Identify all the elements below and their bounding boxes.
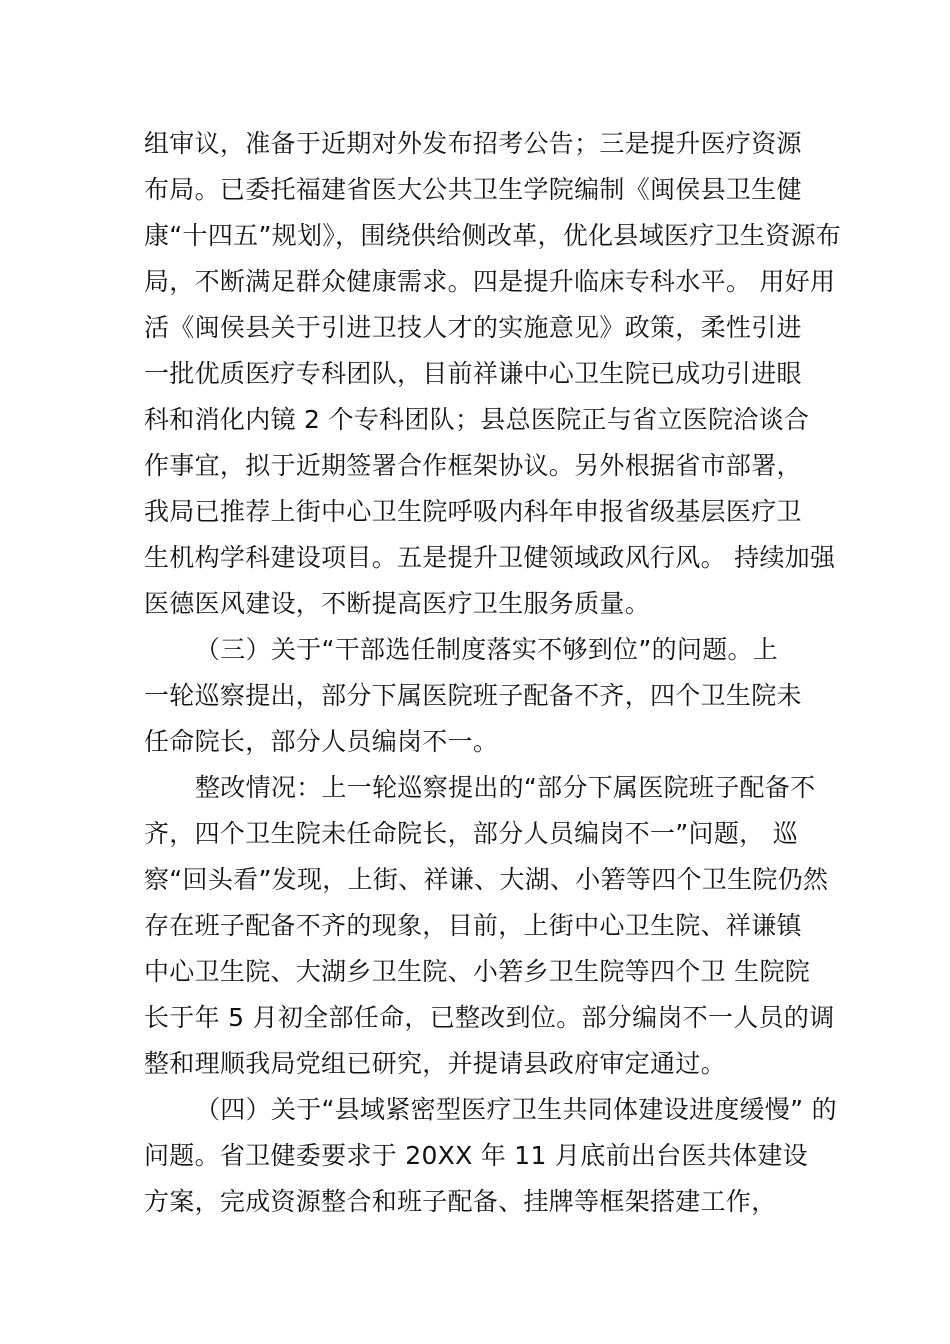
text-line-4: 局，不断满足群众健康需求。四是提升临床专科水平。 用好用 [144,267,836,296]
text-line-19: 中心卫生院、大湖乡卫生院、小箬乡卫生院等四个卫 生院院 [144,957,811,986]
text-line-15: 整改情况：上一轮巡察提出的“部分下属医院班子配备不 [195,773,816,802]
text-line-13: 一轮巡察提出，部分下属医院班子配备不齐，四个卫生院未 [144,681,802,710]
text-line-5: 活《闽侯县关于引进卫技人才的实施意见》政策，柔性引进 [144,313,802,342]
section-heading-3: （三）关于“干部选任制度落实不够到位”的问题。上 [195,635,779,664]
text-line-8: 作事宜，拟于近期签署合作框架协议。另外根据省市部署， [144,451,802,480]
text-line-3: 康“十四五”规划》，围绕供给侧改革，优化县域医疗卫生资源布 [144,221,842,250]
text-line-6: 一批优质医疗专科团队，目前祥谦中心卫生院已成功引进眼 [144,359,802,388]
text-line-20: 长于年 5 月初全部任命，已整改到位。部分编岗不一人员的调 [144,1003,835,1032]
text-line-24: 方案，完成资源整合和班子配备、挂牌等框架搭建工作， [144,1187,777,1216]
text-line-23: 问题。省卫健委要求于 20XX 年 11 月底前出台医共体建设 [144,1141,808,1170]
text-line-7: 科和消化内镜 2 个专科团队；县总医院正与省立医院洽谈合 [144,405,810,434]
text-line-14: 任命院长，部分人员编岗不一。 [144,727,499,756]
text-line-17: 察“回头看”发现，上街、祥谦、大湖、小箬等四个卫生院仍然 [144,865,829,894]
text-line-16: 齐，四个卫生院未任命院长，部分人员编岗不一”问题， 巡 [144,819,799,848]
text-line-2: 布局。已委托福建省医大公共卫生学院编制《闽侯县卫生健 [144,175,802,204]
text-line-21: 整和理顺我局党组已研究，并提请县政府审定通过。 [144,1049,726,1078]
text-line-9: 我局已推荐上街中心卫生院呼吸内科年申报省级基层医疗卫 [144,497,802,526]
text-line-18: 存在班子配备不齐的现象，目前，上街中心卫生院、祥谦镇 [144,911,802,940]
text-line-1: 组审议，准备于近期对外发布招考公告；三是提升医疗资源 [144,129,802,158]
text-line-11: 医德医风建设，不断提高医疗卫生服务质量。 [144,589,651,618]
section-heading-4: （四）关于“县域紧密型医疗卫生共同体建设进度缓慢” 的 [195,1095,837,1124]
text-line-10: 生机构学科建设项目。五是提升卫健领域政风行风。 持续加强 [144,543,836,572]
